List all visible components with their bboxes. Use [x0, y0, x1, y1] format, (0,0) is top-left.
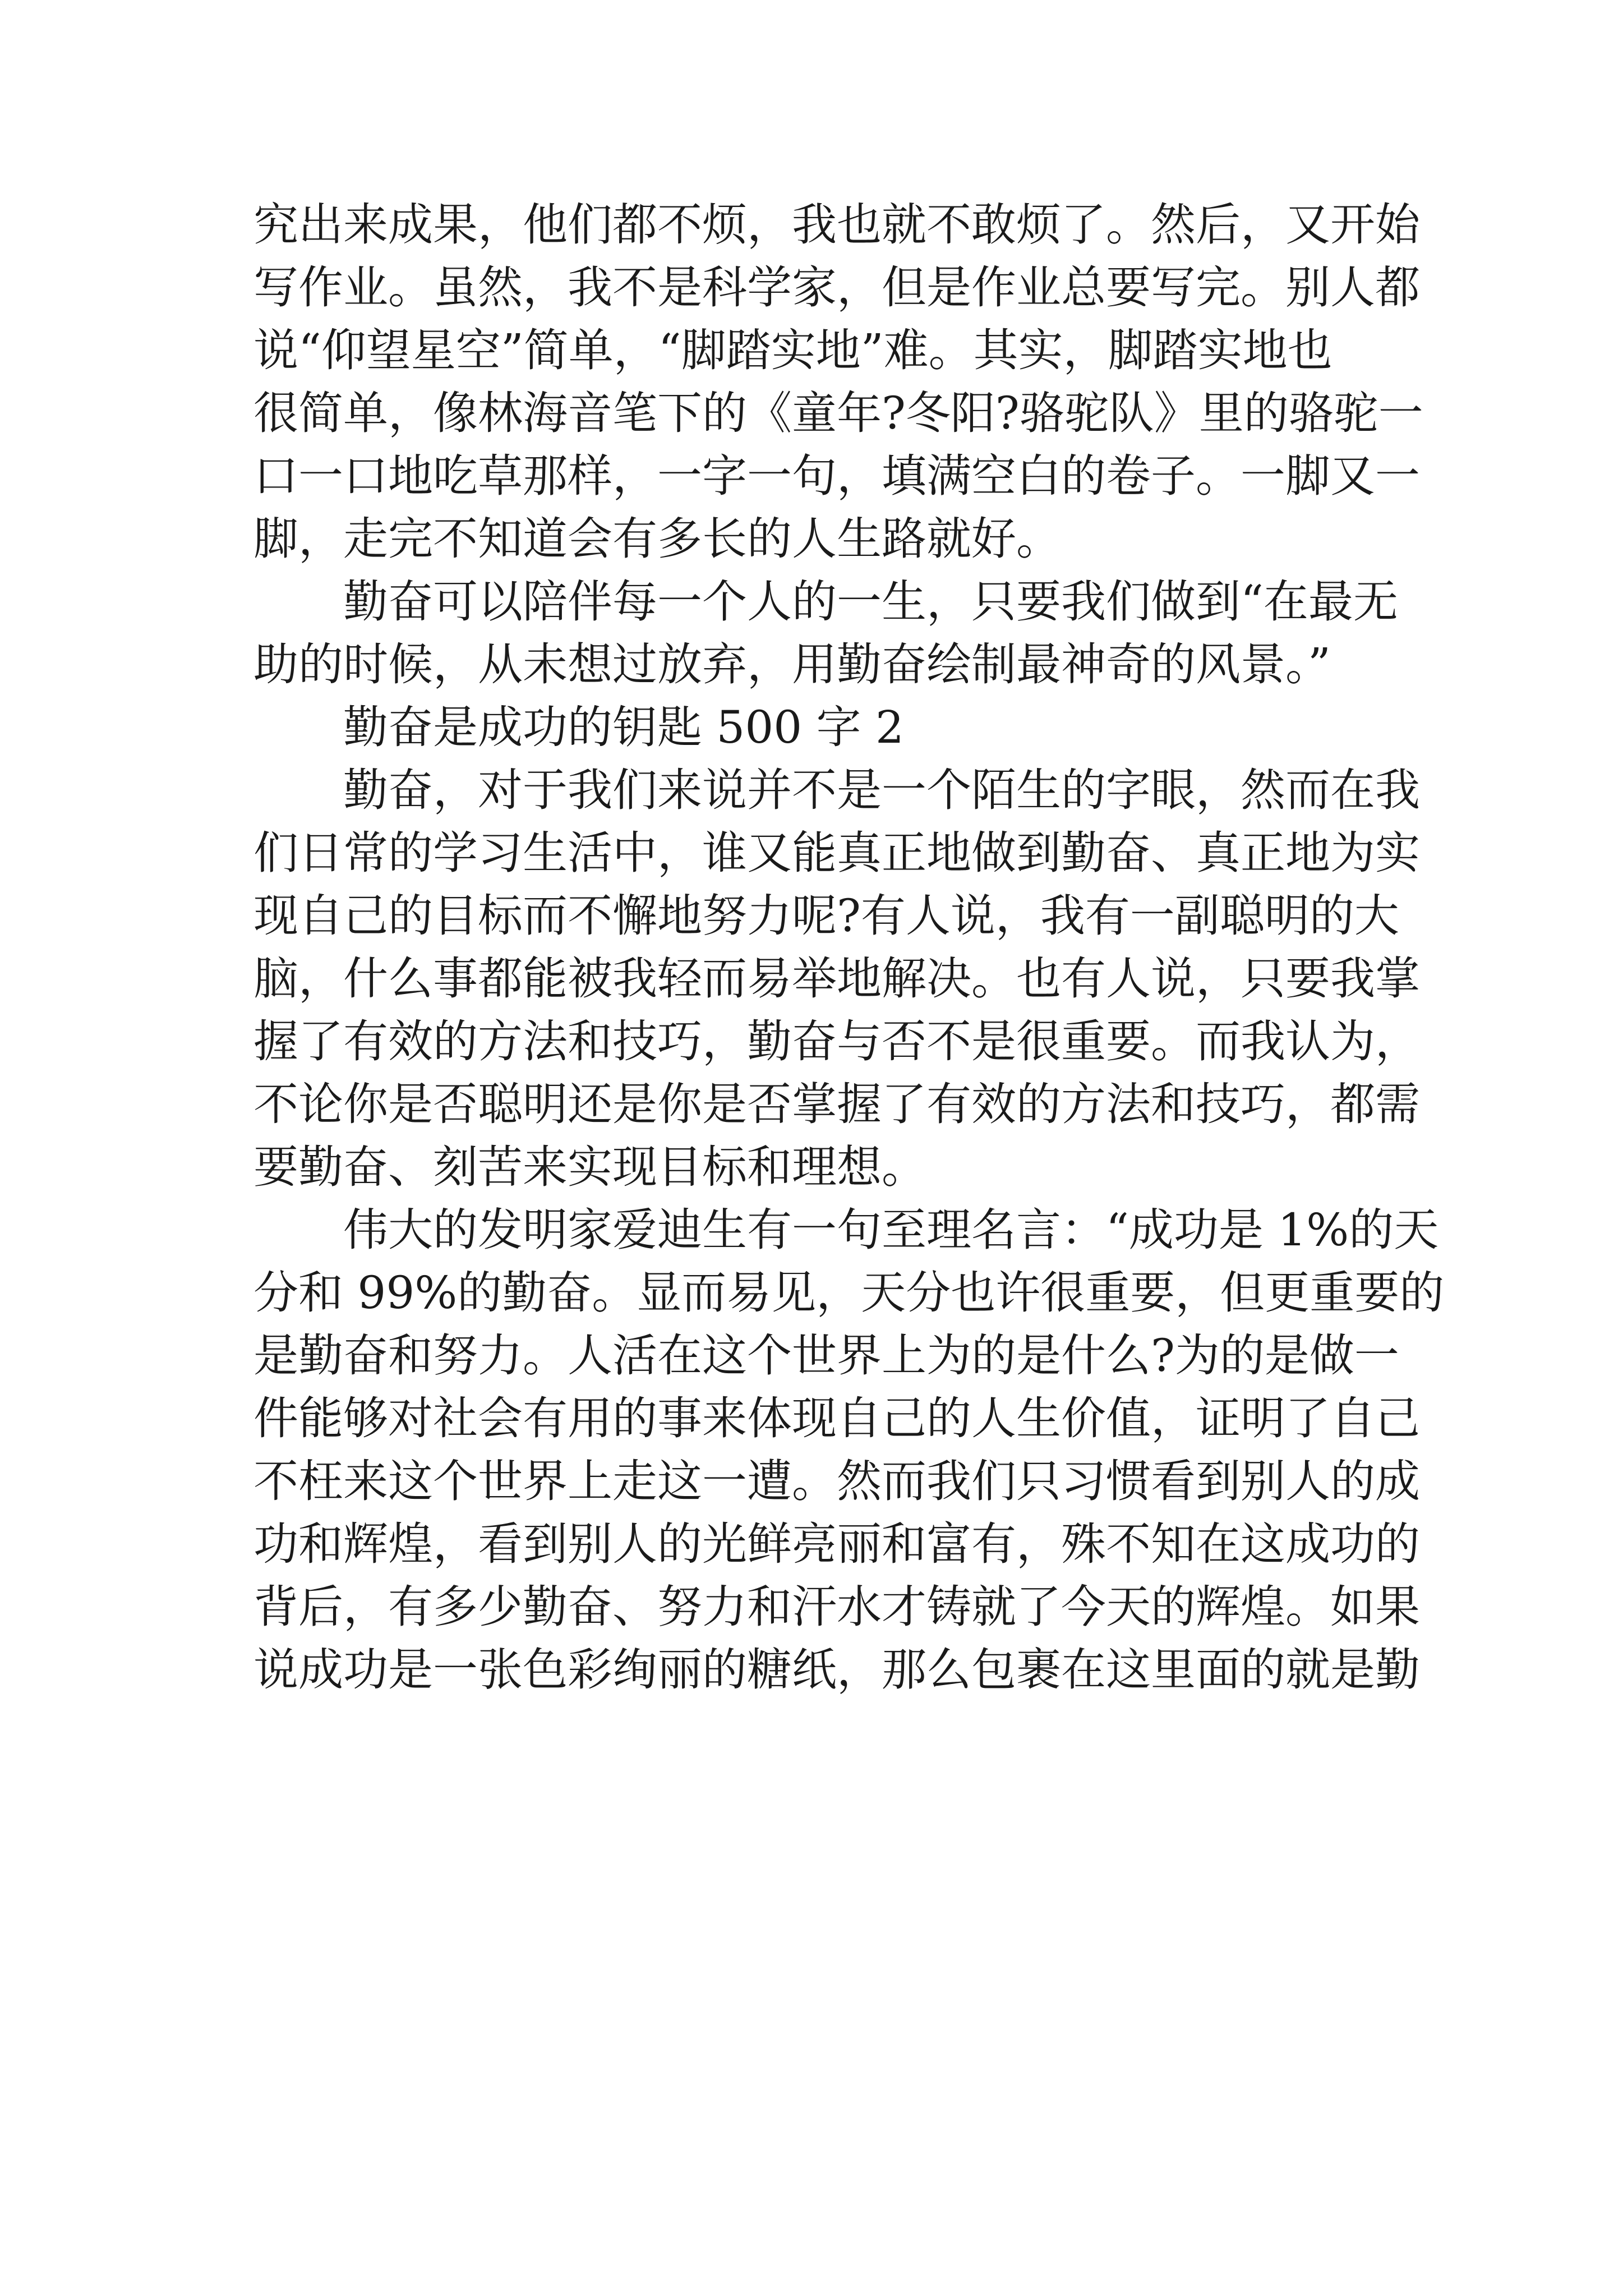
text-line: 背后，有多少勤奋、努力和汗水才铸就了今天的辉煌。如果	[253, 1581, 1420, 1633]
paragraph-start-line: 勤奋，对于我们来说并不是一个陌生的字眼，然而在我	[253, 764, 1420, 816]
text-line: 脚，走完不知道会有多长的人生路就好。	[253, 513, 1061, 565]
text-line: 口一口地吃草那样，一字一句，填满空白的卷子。一脚又一	[253, 450, 1420, 502]
text-line: 很简单，像林海音笔下的《童年?冬阳?骆驼队》里的骆驼一	[253, 387, 1423, 439]
paragraph-start-line: 勤奋可以陪伴每一个人的一生，只要我们做到“在最无	[253, 576, 1398, 628]
text-line: 说成功是一张色彩绚丽的糖纸，那么包裹在这里面的就是勤	[253, 1644, 1420, 1696]
text-line: 不论你是否聪明还是你是否掌握了有效的方法和技巧，都需	[253, 1078, 1420, 1130]
section-heading: 勤奋是成功的钥匙 500 字 2	[253, 701, 904, 753]
text-line: 助的时候，从未想过放弃，用勤奋绘制最神奇的风景。”	[253, 638, 1331, 691]
paragraph-start-line: 伟大的发明家爱迪生有一句至理名言：“成功是 1%的天	[253, 1204, 1439, 1256]
text-line: 件能够对社会有用的事来体现自己的人生价值，证明了自己	[253, 1392, 1420, 1444]
text-line: 不枉来这个世界上走这一遭。然而我们只习惯看到别人的成	[253, 1455, 1420, 1507]
text-line: 分和 99%的勤奋。显而易见，天分也许很重要，但更重要的	[253, 1267, 1445, 1319]
text-line: 功和辉煌，看到别人的光鲜亮丽和富有，殊不知在这成功的	[253, 1518, 1420, 1570]
text-line: 脑，什么事都能被我轻而易举地解决。也有人说，只要我掌	[253, 953, 1420, 1005]
text-line: 究出来成果，他们都不烦，我也就不敢烦了。然后，又开始	[253, 199, 1420, 251]
text-line: 握了有效的方法和技巧，勤奋与否不是很重要。而我认为，	[253, 1015, 1420, 1068]
text-line: 说“仰望星空”简单，“脚踏实地”难。其实，脚踏实地也	[253, 324, 1332, 376]
text-line: 要勤奋、刻苦来实现目标和理想。	[253, 1141, 926, 1193]
essay-body	[253, 194, 1445, 1701]
text-line: 是勤奋和努力。人活在这个世界上为的是什么?为的是做一	[253, 1329, 1399, 1382]
text-line: 们日常的学习生活中，谁又能真正地做到勤奋、真正地为实	[253, 827, 1420, 879]
text-line: 写作业。虽然，我不是科学家，但是作业总要写完。别人都	[253, 261, 1420, 314]
text-line: 现自己的目标而不懈地努力呢?有人说，我有一副聪明的大	[253, 890, 1399, 942]
